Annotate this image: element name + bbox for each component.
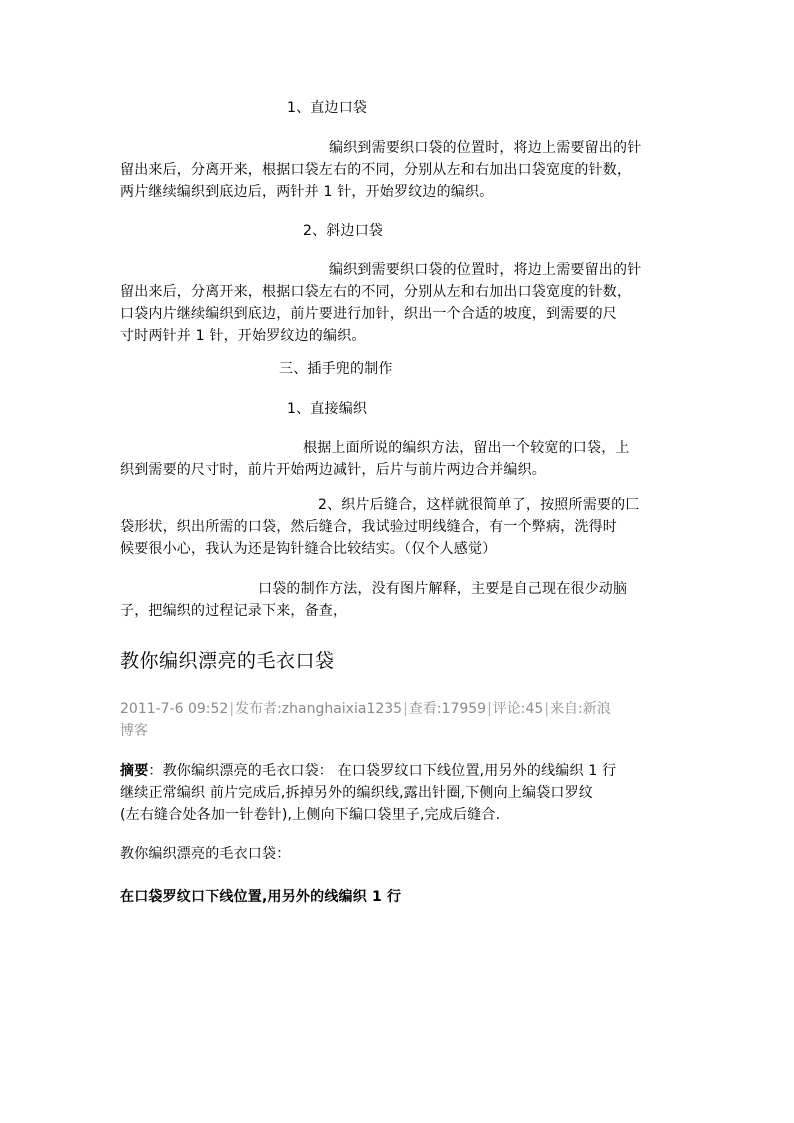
summary-line: (左右缝合处各加一针卷针),上侧向下编口袋里子,完成后缝合. bbox=[120, 807, 501, 823]
paragraph-line: 寸时两针并 1 针，开始罗纹边的编织。 bbox=[120, 328, 366, 344]
paragraph-line: 口袋内片继续编织到底边，前片要进行加针，织出一个合适的坡度，到需要的尺 bbox=[120, 306, 617, 322]
article-title: 教你编织漂亮的毛衣口袋 bbox=[120, 650, 335, 672]
section-heading-straight-pocket: 1、直边口袋 bbox=[287, 100, 368, 116]
source-label: 来自: bbox=[550, 701, 583, 717]
paragraph-line: 留出来后，分离开来，根据口袋左右的不同，分别从左和右加出口袋宽度的针数， bbox=[120, 284, 632, 300]
paragraph-line: 编织到需要织口袋的位置时，将边上需要留出的针 bbox=[329, 262, 642, 278]
paragraph-line: 候要很小心，我认为还是钩针缝合比较结实。（仅个人感觉） bbox=[120, 541, 497, 557]
paragraph-line: 留出来后，分离开来，根据口袋左右的不同，分别从左和右加出口袋宽度的针数， bbox=[120, 162, 632, 178]
paragraph-line: 子，把编织的过程记录下来，备查， bbox=[120, 603, 348, 619]
paragraph-line: 织到需要的尺寸时，前片开始两边减针，后片与前片两边合并编织。 bbox=[120, 462, 546, 478]
section-heading-slash-pocket: 三、插手兜的制作 bbox=[279, 361, 393, 377]
subsection-heading-direct-knit: 1、直接编织 bbox=[287, 401, 368, 417]
meta-separator: | bbox=[544, 701, 550, 717]
paragraph-line: 袋形状，织出所需的口袋，然后缝合，我试验过明线缝合，有一个弊病，洗得时 bbox=[120, 519, 617, 535]
section-heading-slanted-pocket: 2、斜边口袋 bbox=[303, 223, 384, 239]
paragraph-line: 2、织片后缝合，这样就很简单了，按照所需要的匚 bbox=[318, 497, 640, 513]
summary-label: 摘要 bbox=[120, 763, 149, 779]
author-label: 发布者: bbox=[235, 701, 282, 717]
comments-label: 评论: bbox=[492, 701, 526, 717]
views-label: 查看: bbox=[408, 701, 442, 717]
summary-line bbox=[120, 760, 680, 782]
comments-count[interactable]: 45 bbox=[525, 701, 544, 717]
summary-line: 继续正常编织 前片完成后,拆掉另外的编织线,露出针圈,下侧向上编袋口罗纹 bbox=[120, 785, 593, 801]
meta-separator: | bbox=[487, 701, 492, 717]
meta-separator: | bbox=[229, 701, 235, 717]
body-text: 教你编织漂亮的毛衣口袋： bbox=[120, 846, 291, 862]
body-bold-text: 在口袋罗纹口下线位置,用另外的线编织 1 行 bbox=[120, 889, 402, 905]
views-count: 17959 bbox=[441, 701, 487, 717]
paragraph-line: 两片继续编织到底边后，两针并 1 针，开始罗纹边的编织。 bbox=[120, 184, 494, 200]
author-name[interactable]: zhanghaixia1235 bbox=[281, 701, 403, 717]
paragraph-line: 口袋的制作方法，没有图片解释，主要是自己现在很少动脑 bbox=[258, 581, 628, 597]
paragraph-line: 编织到需要织口袋的位置时，将边上需要留出的针 bbox=[329, 140, 642, 156]
publish-date: 2011-7-6 09:52 bbox=[120, 701, 229, 717]
meta-separator: | bbox=[403, 701, 408, 717]
article-meta bbox=[120, 698, 680, 720]
source-name: 新浪 bbox=[582, 701, 611, 717]
summary-text: ：教你编织漂亮的毛衣口袋： 在口袋罗纹口下线位置,用另外的线编织 1 行 bbox=[148, 763, 617, 779]
source-name-continued: 博客 bbox=[120, 723, 148, 739]
paragraph-line: 根据上面所说的编织方法，留出一个较宽的口袋，上 bbox=[303, 440, 630, 456]
